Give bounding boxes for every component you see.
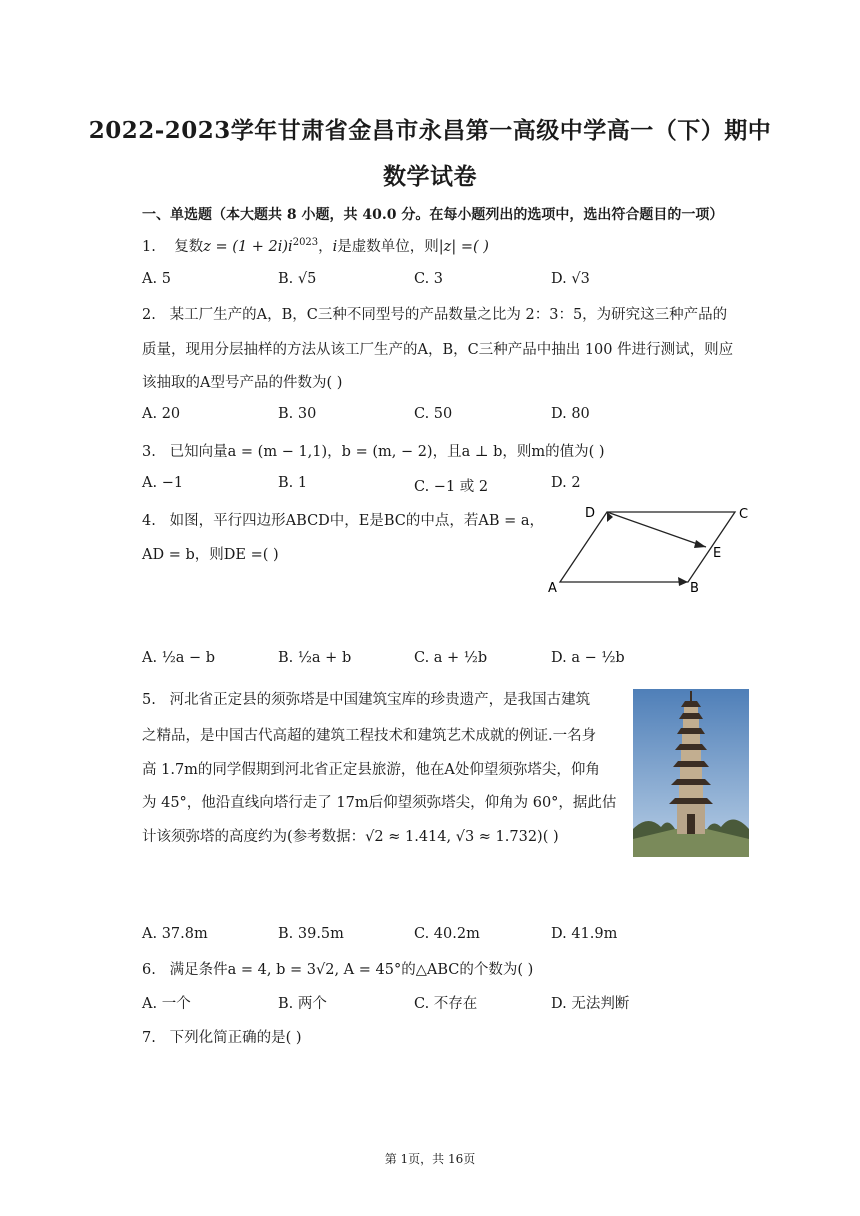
- q5-option-b: B. 39.5m: [278, 926, 344, 942]
- question-5-line1: [142, 688, 590, 709]
- q6-option-b: B. 两个: [278, 996, 327, 1012]
- q2-number: 2.: [142, 307, 156, 323]
- question-4-line1: [142, 509, 544, 530]
- question-7: [142, 1026, 302, 1047]
- q1-sup: 2023: [292, 237, 319, 249]
- q4-text-line1: 如图，平行四边形ABCD中，E是BC的中点，若AB = a，: [169, 513, 545, 529]
- q1-option-c: C. 3: [414, 271, 444, 287]
- q2-option-a: A. 20: [142, 406, 181, 422]
- q6-text: 满足条件a = 4, b = 3√2, A = 45°的△ABC的个数为( ): [169, 962, 534, 978]
- question-5-line4: 为 45°，他沿直线向塔行走了 17m后仰望须弥塔尖，仰角为 60°，据此估: [142, 795, 617, 811]
- q1-number: 1.: [142, 239, 156, 255]
- q5-option-d: D. 41.9m: [551, 926, 618, 942]
- q1-text-a: 复数: [174, 239, 204, 255]
- label-b: B: [690, 581, 699, 596]
- exam-title-line2: 数学试卷: [383, 163, 477, 190]
- q5-option-a: A. 37.8m: [142, 926, 208, 942]
- q3-option-a: A. −1: [142, 475, 184, 491]
- q4-option-c: C. a + ½b: [414, 650, 488, 666]
- q4-number: 4.: [142, 513, 156, 529]
- q6-option-d: D. 无法判断: [551, 996, 630, 1012]
- section-heading: 一、单选题（本大题共 8 小题，共 40.0 分。在每小题列出的选项中，选出符合题目的一项）: [142, 207, 724, 223]
- q7-number: 7.: [142, 1030, 156, 1046]
- q1-option-d: D. √3: [551, 271, 590, 287]
- q2-option-c: C. 50: [414, 406, 453, 422]
- q1-math: z = (1 + 2i)i: [203, 239, 293, 255]
- segment-de: [607, 512, 706, 547]
- q3-option-d: D. 2: [551, 475, 581, 491]
- label-e: E: [713, 546, 722, 561]
- q1-text-d: 是虚数单位，则: [337, 239, 439, 255]
- q5-number: 5.: [142, 692, 156, 708]
- label-d: D: [585, 506, 596, 521]
- q3-number: 3.: [142, 444, 156, 460]
- question-5-line3: 高 1.7m的同学假期到河北省正定县旅游，他在A处仰望须弥塔尖，仰角: [142, 762, 600, 778]
- q1-text-c: i: [332, 239, 338, 255]
- question-6: [142, 958, 533, 979]
- q2-option-b: B. 30: [278, 406, 317, 422]
- parallelogram-figure: [540, 500, 760, 600]
- q4-option-b: B. ½a + b: [278, 650, 352, 666]
- question-2-line1: [142, 303, 727, 324]
- q2-option-d: D. 80: [551, 406, 590, 422]
- q1-text-e: |z| =( ): [438, 239, 489, 255]
- q6-option-c: C. 不存在: [414, 996, 478, 1012]
- question-3: [142, 440, 605, 461]
- arrow-e: [694, 540, 706, 548]
- q5-text-line1: 河北省正定县的须弥塔是中国建筑宝库的珍贵遗产，是我国古建筑: [169, 692, 591, 708]
- q1-option-a: A. 5: [142, 271, 171, 287]
- question-5-line5: 计该须弥塔的高度约为(参考数据：√2 ≈ 1.414, √3 ≈ 1.732)( ): [142, 829, 559, 845]
- q4-option-a: A. ½a − b: [142, 650, 216, 666]
- q3-text: 已知向量a = (m − 1,1)，b = (m, − 2)，且a ⊥ b，则m的值为( ): [169, 444, 605, 460]
- question-4-line2: AD = b，则DE =( ): [142, 547, 279, 563]
- arrow-b: [678, 577, 688, 586]
- q3-option-b: B. 1: [278, 475, 308, 491]
- q5-option-c: C. 40.2m: [414, 926, 480, 942]
- question-5-line2: 之精品，是中国古代高超的建筑工程技术和建筑艺术成就的例证.一名身: [142, 728, 597, 744]
- label-c: C: [739, 507, 749, 522]
- q4-option-d: D. a − ½b: [551, 650, 625, 666]
- label-a: A: [548, 581, 557, 596]
- q2-text-line1: 某工厂生产的A，B，C三种不同型号的产品数量之比为 2：3：5，为研究这三种产品的: [169, 307, 728, 323]
- q3-option-c: C. −1 或 2: [414, 479, 489, 495]
- question-1: [142, 235, 489, 256]
- q6-number: 6.: [142, 962, 156, 978]
- parallelogram-shape: [560, 512, 735, 582]
- q1-option-b: B. √5: [278, 271, 317, 287]
- q6-option-a: A. 一个: [142, 996, 191, 1012]
- question-2-line2: 质量，现用分层抽样的方法从该工厂生产的A，B，C三种产品中抽出 100 件进行测试，则应: [142, 342, 734, 358]
- question-2-line3: 该抽取的A型号产品的件数为( ): [142, 375, 343, 391]
- q7-text: 下列化简正确的是( ): [169, 1030, 302, 1046]
- page-footer: 第 1页，共 16页: [384, 1152, 476, 1166]
- q1-text-b: ，: [318, 239, 333, 255]
- exam-title-line1: 2022-2023学年甘肃省金昌市永昌第一高级中学高一（下）期中: [88, 117, 772, 144]
- pagoda-photo: [633, 689, 749, 857]
